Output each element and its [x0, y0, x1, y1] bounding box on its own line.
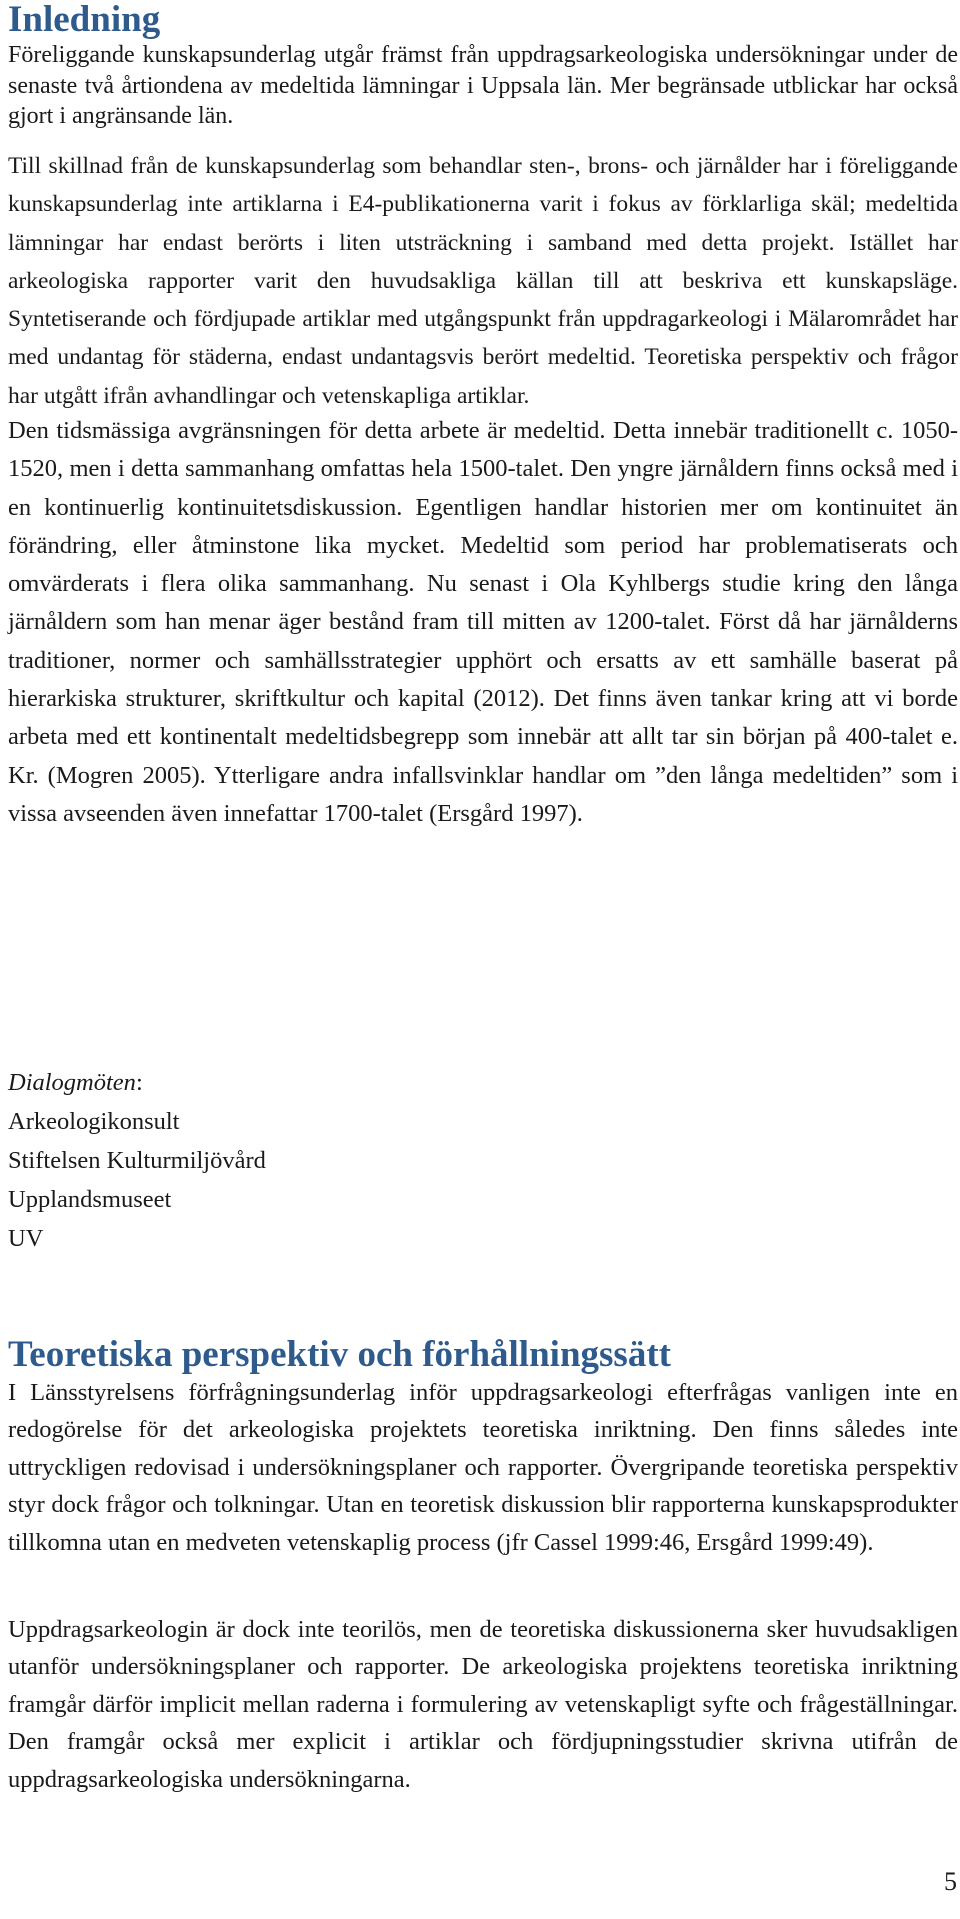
list-item: Arkeologikonsult: [8, 1108, 180, 1135]
paragraph-block: [8, 1374, 958, 1561]
section-heading: Inledning: [8, 0, 161, 40]
paragraph-block: [8, 1611, 958, 1798]
list-item: UV: [8, 1225, 44, 1252]
body-paragraph: Den tidsmässiga avgränsningen för detta arbete är medeltid. Detta innebär traditionellt c. 1050-1520, men i detta sammanhang omfattas hela 1500-talet. Den yngre järnåldern finns också med i en kontinuerlig kontinuitetsdiskussion. Egentligen handlar historien mer om kontinuitet än förändring, eller åtminstone lika mycket. Medeltid som period har problematiserats och omvärderats i flera olika sammanhang. Nu senast i Ola Kyhlbergs studie kring den långa järnåldern som han menar äger bestånd fram till mitten av 1200-talet. Först då har järnålderns traditioner, normer och samhällsstrategier upphört och ersatts av ett samhälle baserat på hierarkiska strukturer, skriftkultur och kapital (2012). Det finns även tankar kring att vi borde arbeta med ett kontinentalt medeltidsbegrepp som innebär att allt tar sin början på 400-talet e. Kr. (Mogren 2005). Ytterligare andra infallsvinklar handlar om ”den långa medeltiden” som i vissa avseenden även innefattar 1700-talet (Ersgård 1997).: [8, 417, 958, 827]
intro-paragraph: Föreliggande kunskapsunderlag utgår främst från uppdragsarkeologiska undersökningar under de senaste två årtiondena av medeltida lämningar i Uppsala län. Mer begränsade utblickar har också gjort i angränsande län.: [8, 42, 958, 129]
section-inledning: [8, 0, 958, 132]
body-paragraph: Till skillnad från de kunskapsunderlag som behandlar sten-, brons- och järnålder har i föreliggande kunskapsunderlag inte artiklarna i E4-publikationerna varit i fokus av förklarliga skäl; medeltida lämningar har endast berörts i liten utsträckning i samband med detta projekt. Istället har arkeologiska rapporter varit den huvudsakliga källan till att beskriva ett kunskapsläge. Syntetiserande och fördjupade artiklar med utgångspunkt från uppdragarkeologi i Mälarområdet har med undantag för städerna, endast undantagsvis berört medeltid. Teoretiska perspektiv och frågor har utgått ifrån avhandlingar och vetenskapliga artiklar.: [8, 153, 958, 409]
dialog-label: Dialogmöten: [8, 1069, 136, 1096]
list-item: Upplandsmuseet: [8, 1186, 172, 1213]
body-paragraph: Uppdragsarkeologin är dock inte teorilös, men de teoretiska diskussionerna sker huvudsakligen utanför undersökningsplaner och rapporter. De arkeologiska projektens teoretiska inriktning framgår därför implicit mellan raderna i formulering av vetenskapligt syfte och frågeställningar. Den framgår också mer explicit i artiklar och fördjupningsstudier skrivna utifrån de uppdragsarkeologiska undersökningarna.: [8, 1616, 958, 1793]
dialog-label-line: Dialogmöten:: [8, 1069, 143, 1096]
paragraph-block: [8, 412, 958, 833]
section-heading: Teoretiska perspektiv och förhållningssätt: [8, 1334, 671, 1375]
body-paragraph: I Länsstyrelsens förfrågningsunderlag inför uppdragsarkeologi efterfrågas vanligen inte en redogörelse för det arkeologiska projektets teoretiska inriktning. Den finns således inte uttryckligen redovisad i undersökningsplaner och rapporter. Övergripande teoretiska perspektiv styr dock frågor och tolkningar. Utan en teoretisk diskussion blir rapporterna kunskapsprodukter tillkomna utan en medveten vetenskaplig process (jfr Cassel 1999:46, Ersgård 1999:49).: [8, 1379, 958, 1556]
paragraph-block: [8, 147, 958, 415]
list-item: Stiftelsen Kulturmiljövård: [8, 1147, 266, 1174]
page-number: 5: [944, 1867, 957, 1896]
dialog-list: [8, 1063, 958, 1258]
section-teoretiska: [8, 1335, 958, 1375]
